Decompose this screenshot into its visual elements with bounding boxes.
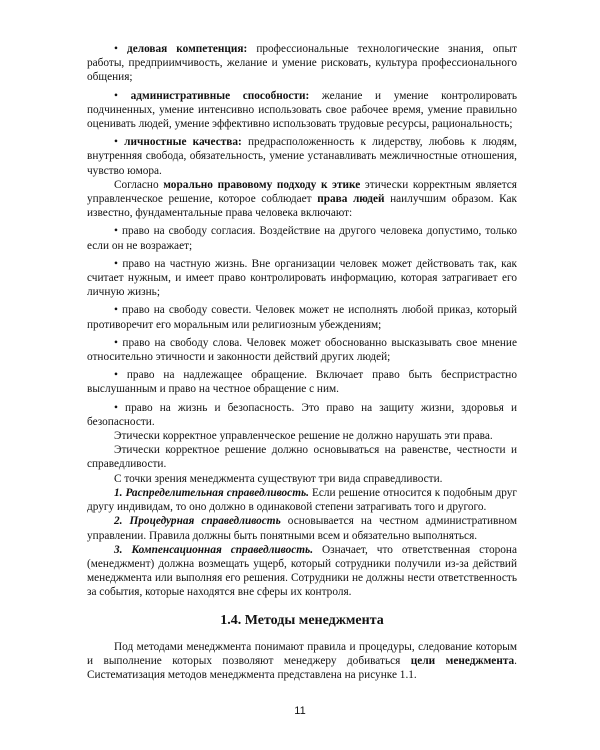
- list-item-privacy: [87, 257, 517, 300]
- paragraph-compensatory-justice: [87, 543, 517, 600]
- paragraph-management-methods: [87, 640, 517, 683]
- bullet-marker: •: [114, 401, 118, 414]
- paragraph-procedural-justice: [87, 514, 517, 542]
- paragraph-text: право на надлежащее обращение. Включает право быть беспристрастно выслушанным и право на честное обращение с ним.: [87, 369, 517, 396]
- bullet-marker: •: [114, 225, 118, 238]
- paragraph-text: Если решение относится к подобным друг другу индивидам, то оно должно в одинаковой степени затрагивать того и другого.: [87, 486, 517, 514]
- bullet-marker: •: [114, 89, 118, 102]
- paragraph-text: право на свободу совести. Человек может не исполнять любой приказ, который противоречит его моральным или религиозным убеждениям;: [87, 304, 517, 331]
- bullet-marker: •: [114, 257, 118, 270]
- paragraph-text: основывается на честном административном управлении. Правила должны быть понятными всем и обязательно выполняться.: [87, 515, 517, 542]
- paragraph-admin-abilities: [87, 89, 517, 132]
- paragraph-text: наилучшим образом. Как известно, фундаментальные права человека включают:: [87, 193, 517, 220]
- paragraph-text: этически корректным является управленческое решение, которое соблюдает: [87, 178, 518, 206]
- paragraph-business-competence: [87, 42, 517, 85]
- list-item-speech: [87, 336, 517, 364]
- paragraph-text: право на жизнь и безопасность. Это право на защиту жизни, здоровья и безопасности.: [87, 401, 517, 428]
- paragraph-personal-qualities: [87, 135, 517, 178]
- list-item-consent: [87, 224, 517, 252]
- paragraph-text: Означает, что ответственная сторона (менеджмент) должна возмещать ущерб, который сотрудники получили из-за действий менеджмента или выполняя его решения. Сотрудники не должны нести ответственность за события, которые находятся вне сферы их контроля.: [87, 543, 517, 599]
- paragraph-text: предрасположенность к лидерству, любовь к людям, внутренняя свобода, обязательность, умение устанавливать межличностные отношения, чувство юмора.: [87, 136, 517, 177]
- list-item-due-treatment: [87, 368, 517, 396]
- paragraph-text: право на свободу слова. Человек может обоснованно высказывать свое мнение относительно этичности и законности действий других людей;: [87, 336, 517, 364]
- paragraph-three-justice-types: С точки зрения менеджмента существуют три вида справедливости.: [114, 472, 443, 485]
- bullet-marker: •: [114, 43, 118, 55]
- paragraph-moral-legal-approach: [87, 178, 517, 221]
- paragraph-text: право на свободу согласия. Воздействие на другого человека допустимо, только если он не возражает;: [87, 225, 517, 252]
- paragraph-text: желание и умение контролировать подчиненных, умение интенсивно использовать свое рабочее время, умение правильно оценивать людей, умение эффективно использовать трудовые ресурсы, рациональность;: [87, 89, 517, 131]
- paragraph-equality-fairness: Этически корректное решение должно основываться на равенстве, честности и справедливости.: [87, 444, 517, 471]
- bold-term: 3. Компенсационная справедливость.: [114, 543, 314, 556]
- list-item-life-safety: [87, 401, 517, 429]
- bullet-marker: •: [114, 369, 118, 382]
- bold-term: права людей: [317, 193, 385, 206]
- bullet-marker: •: [114, 136, 118, 149]
- bold-term: личностные качества:: [124, 136, 242, 149]
- bold-term: деловая компетенция:: [127, 43, 248, 55]
- paragraph-text: профессиональные технологические знания, опыт работы, предприимчивость, желание и умение рисковать, культура профессионального общения;: [87, 43, 517, 84]
- bold-term: 2. Процедурная справедливость: [114, 515, 281, 528]
- list-item-conscience: [87, 303, 517, 331]
- section-heading: 1.4. Методы менеджмента: [220, 612, 384, 628]
- paragraph-text: Согласно: [114, 178, 164, 191]
- paragraph-text: Под методами менеджмента понимают правила и процедуры, следование которым и выполнение которых позволяют менеджеру добиваться: [87, 640, 517, 667]
- paragraph-text: право на частную жизнь. Вне организации человек может действовать так, как считает нужным, и имеет право контролировать информацию, которая затрагивает его личную жизнь;: [87, 257, 517, 299]
- bold-term: морально правовому подходу к этике: [163, 178, 361, 191]
- bold-term: цели менеджмента: [410, 654, 515, 667]
- bold-term: 1. Распределительная справедливость.: [114, 486, 309, 499]
- page-number: 11: [294, 705, 306, 717]
- bold-term: административные способности:: [130, 89, 310, 102]
- bullet-marker: •: [114, 336, 118, 349]
- paragraph-rights-not-violated: Этически корректное управленческое решение не должно нарушать эти права.: [114, 430, 493, 443]
- page-body: [87, 42, 517, 682]
- bullet-marker: •: [114, 304, 118, 317]
- paragraph-distributive-justice: [87, 486, 517, 514]
- paragraph-text: . Систематизация методов менеджмента представлена на рисунке 1.1.: [87, 654, 517, 682]
